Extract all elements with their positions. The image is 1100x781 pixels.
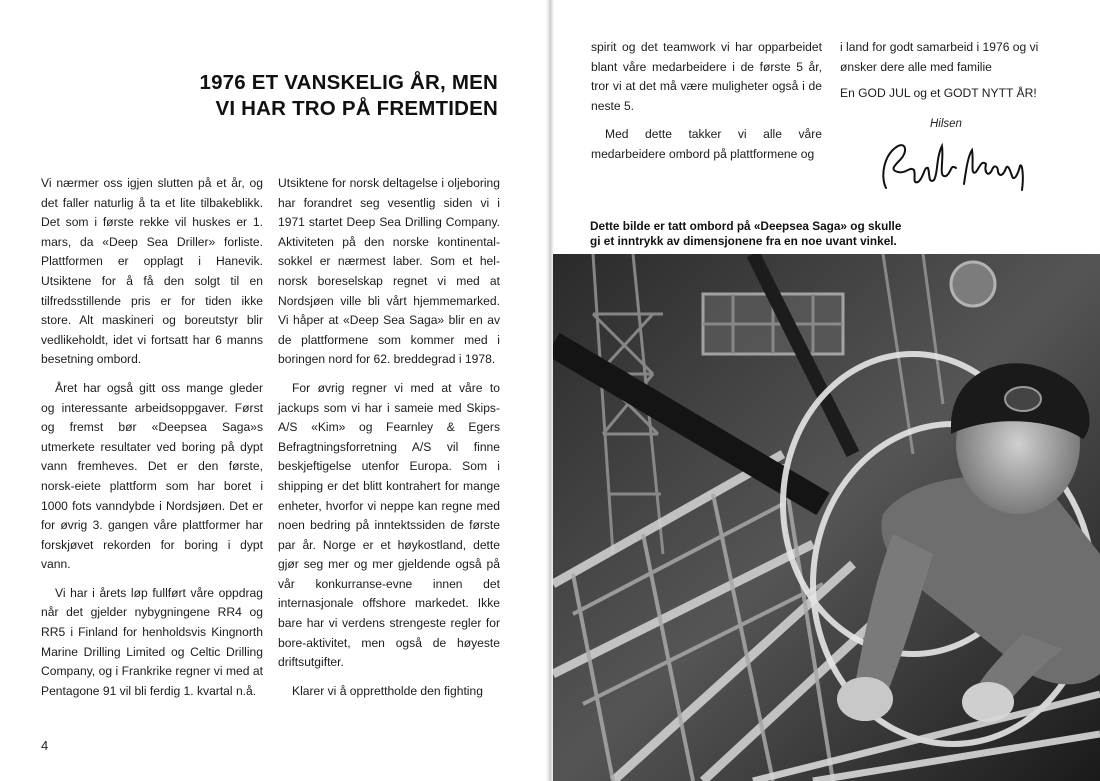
paragraph: Klarer vi å opprettholde den fighting xyxy=(292,683,483,698)
signoff-greeting: Hilsen xyxy=(930,118,962,130)
page-number: 4 xyxy=(41,738,49,753)
paragraph: Vi har i årets løp fullført våre oppdrag når det gjelder nybygningene RR4 og RR5 i Finland for henholdsvis Kingnorth Marine Drilling Limited og Celtic Drilling Company, og i Frankrike regner vi med at Pentagone 91 vil bli ferdig 1. kvartal n.å. xyxy=(41,585,263,698)
caption-line-2: gi et inntrykk av dimensjonene fra en noe uvant vinkel. xyxy=(590,234,897,248)
paragraph: spirit og det teamwork vi har opparbeidet blant våre medarbeidere i de første 5 år, tror vi at det må være muligheter også i de neste 5. xyxy=(591,40,822,113)
paragraph: i land for godt samarbeid i 1976 og vi ønsker dere alle med familie xyxy=(840,40,1039,74)
text-column-2 xyxy=(278,174,500,710)
photo-illustration xyxy=(553,254,1100,781)
drilling-rig-photo xyxy=(553,254,1100,781)
article-headline xyxy=(150,70,498,122)
handwritten-signature xyxy=(872,126,1032,206)
headline-line-1: 1976 ET VANSKELIG ÅR, MEN xyxy=(199,71,498,94)
text-column-3 xyxy=(591,38,822,174)
paragraph: Utsiktene for norsk deltagelse i oljeboring har forandret seg vesentlig siden vi i 1971 startet Deep Sea Drilling Company. Aktiviteten på den norske kontinental-sokkel er nærmest laber. Som et hel-norsk boreselskap regnet vi med at Nordsjøen ville bli vårt hjemmemarked. Vi håper at «Deep Sea Saga» blir en av de plattformene som kommer med i boringen nord for 62. breddegrad i 1978. xyxy=(278,176,500,367)
paragraph: Med dette takker vi alle våre medarbeidere ombord på plattformene og xyxy=(591,127,822,161)
text-column-1 xyxy=(41,174,263,710)
caption-line-1: Dette bilde er tatt ombord på «Deepsea Saga» og skulle xyxy=(590,219,902,233)
text-column-4 xyxy=(840,38,1065,111)
photo-caption xyxy=(590,219,990,249)
paragraph: Året har også gitt oss mange gleder og interessante arbeidsoppgaver. Først og fremst bør «Deepsea Saga»s utmerkete resultater ved boring på dypt vann fremheves. Det er den første, norsk-eiete plattform som har boret i 1000 fots vanndybde i Nordsjøen. Det er for øvrig 3. gangen våre plattformer har forskjøvet rekorden for boring i dypt vann. xyxy=(41,380,263,572)
paragraph: For øvrig regner vi med at våre to jackups som vi har i sameie med Skips-A/S «Kim» og Fearnley & Egers Befragtningsforretning A/S vil finne beskjeftigelse utenfor Europa. Som i shipping er det blitt kontrahert for mange enheter, hvorfor vi neppe kan regne med noen bedring på inntektssiden de første par år. Norge er et høykostland, dette gjør seg mer og mer gjeldende også på vår konkurranse-evne innen det internasjonale offshore markedet. Ikke bare har vi verdens strengeste regler for bore-aktivitet, men også de høyeste driftsutgifter. xyxy=(278,380,500,670)
holiday-greeting: En GOD JUL og et GODT NYTT ÅR! xyxy=(840,86,1037,101)
paragraph: Vi nærmer oss igjen slutten på et år, og det faller naturlig å ta et lite tilbakeblikk. Det som i første rekke vil huskes er 1. mars, da «Deep Sea Driller» forliste. Plattformen er opplagt i Hanevik. Utsiktene for å få den solgt til en tilfredsstillende pris er for tiden ikke store. Alt maskineri og boreutstyr blir vedlikeholdt, idet vi fortsatt har 6 manns besetning ombord. xyxy=(41,176,263,367)
headline-line-2: VI HAR TRO PÅ FREMTIDEN xyxy=(215,97,498,120)
